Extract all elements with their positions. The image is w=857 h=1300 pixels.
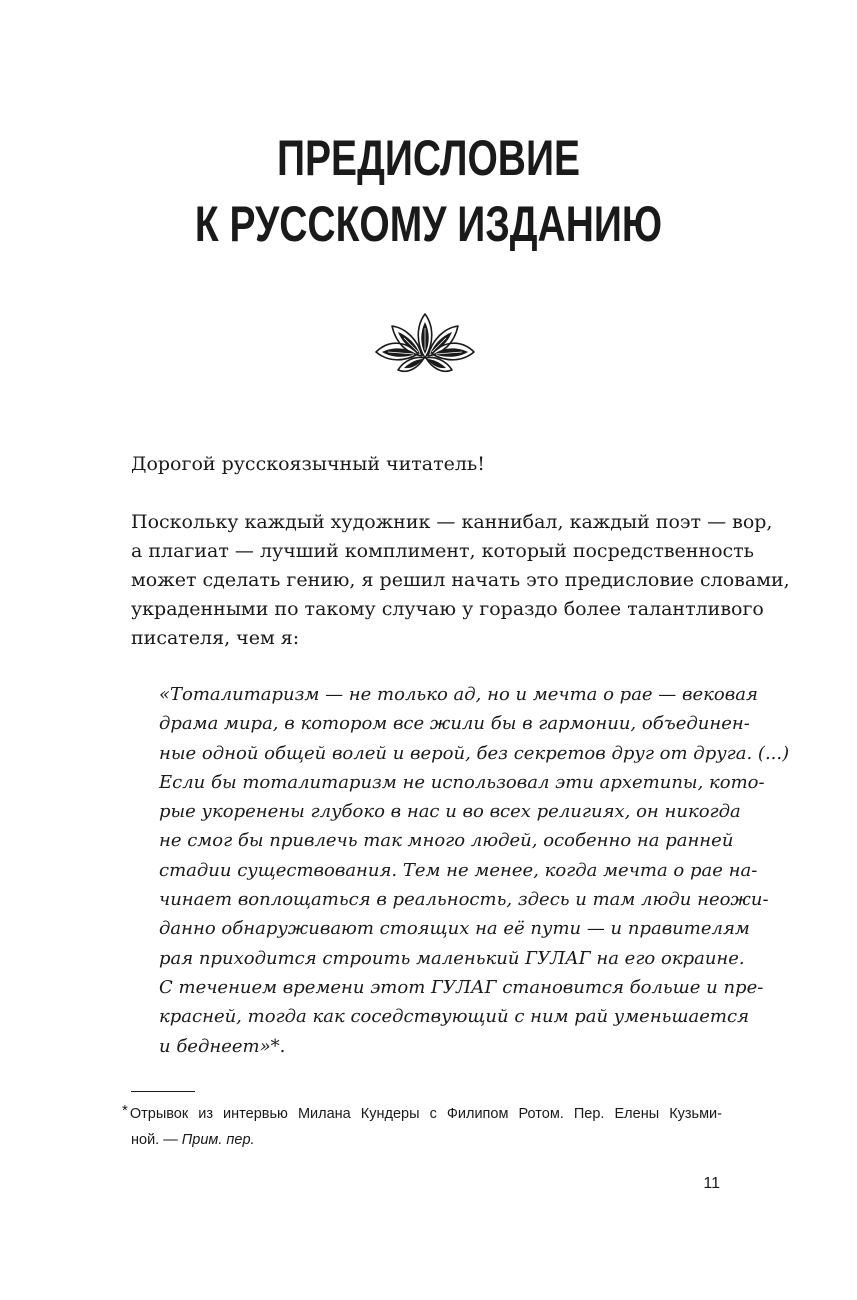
footnote [122,1098,722,1153]
page-number: 11 [703,1175,720,1192]
paragraph-line: а плагиат — лучший комплимент, который посредственность [131,540,755,562]
quote-line: рая приходится строить маленький ГУЛАГ на его окраине. [159,947,745,969]
quote-line: «Тоталитаризм — не только ад, но и мечта о рае — вековая [159,684,758,705]
intro-paragraph [131,508,790,653]
footnote-line-2 [122,1127,722,1153]
footnote-text-continued: ной. — [131,1132,182,1148]
quote-line: драма мира, в котором все жили бы в гармонии, объединен- [159,713,750,735]
footnote-text: Отрывок из интервью Милана Кундеры с Филипом Ротом. Пер. Елены Кузьми- [129,1106,722,1122]
paragraph-line: украденными по такому случаю у гораздо более талантливого [131,598,764,620]
footnote-note: Прим. пер. [181,1132,255,1148]
lotus-icon [374,312,476,376]
quote-line: красней, тогда как соседствующий с ним рай уменьшается [159,1006,749,1028]
quotation [159,680,790,1061]
paragraph-line: может сделать гению, я решил начать это предисловие словами, [131,569,790,591]
paragraph-line: писателя, чем я: [131,627,300,649]
footnote-line-1 [122,1098,722,1127]
footnote-mark: * [122,1102,128,1119]
quote-line: рые укоренены глубоко в нас и во всех религиях, он никогда [159,801,741,823]
quote-line: данно обнаруживают стоящих на её пути — и правителям [159,918,750,940]
quote-line: стадии существования. Тем не менее, когда мечта о рае на- [159,859,758,881]
quote-line: не смог бы привлечь так много людей, особенно на ранней [159,830,734,852]
chapter-title-line-2: К РУССКОМУ ИЗДАНИЮ [194,196,663,252]
footnote-divider [131,1091,195,1092]
chapter-title-line-1: ПРЕДИСЛОВИЕ [277,130,580,186]
paragraph-line: Поскольку каждый художник — каннибал, каждый поэт — вор, [131,511,773,533]
quote-line: чинает воплощаться в реальность, здесь и там люди неожи- [159,889,769,911]
quote-line: С течением времени этот ГУЛАГ становится больше и пре- [159,976,764,998]
quote-line: и беднеет»*. [159,1035,286,1057]
greeting: Дорогой русскоязычный читатель! [131,453,485,475]
quote-line: ные одной общей волей и верой, без секретов друг от друга. (...) [159,742,790,764]
quote-line: Если бы тоталитаризм не использовал эти архетипы, кото- [159,771,765,793]
